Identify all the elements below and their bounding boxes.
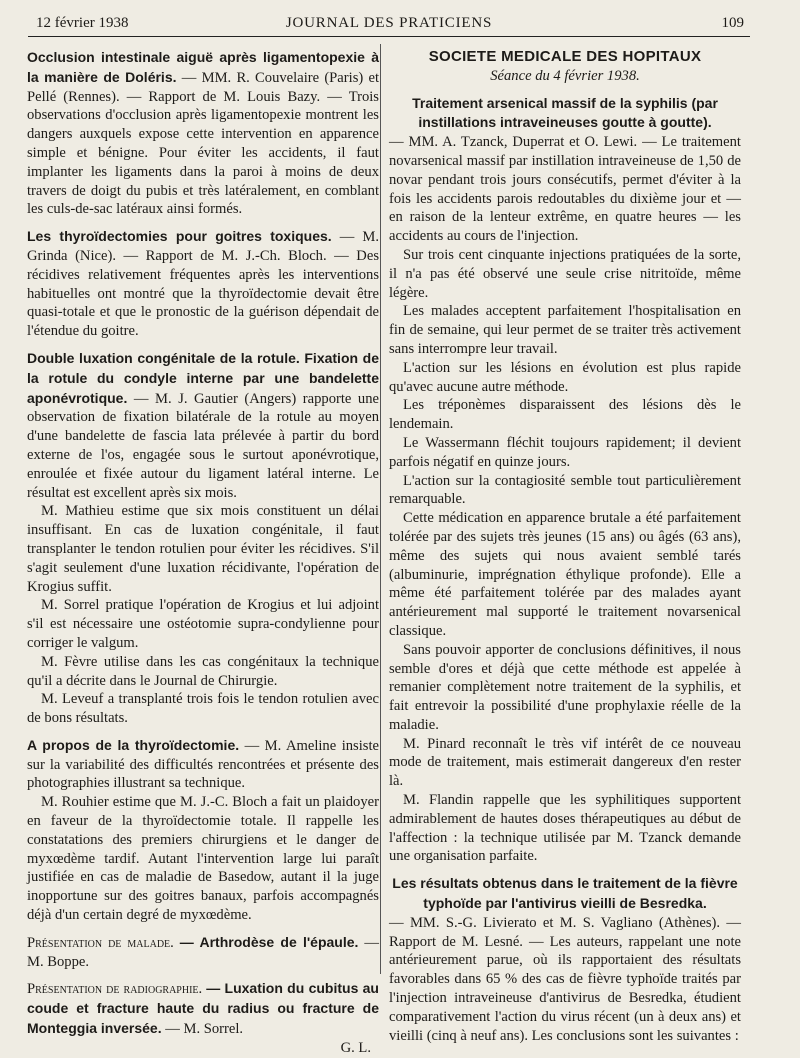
article-text: — Le traitement novarsenical massif par instillation intraveineuse de 1,50 de novar pendant trois jours consécutifs, permet d'éviter à la fois les accidents parois redoutables du dixième jour et — en raison de la lenteur extrême, en quatre heures — les accidents au cours de l'injection. bbox=[389, 134, 741, 245]
article-title: A propos de la thyroïdectomie. bbox=[27, 736, 240, 753]
body-paragraph: Le Wassermann fléchit toujours rapidement; il devient parfois négatif en quinze jours. bbox=[389, 434, 741, 470]
signature: G. L. bbox=[340, 1039, 371, 1056]
discussion-paragraph: M. Sorrel pratique l'opération de Krogius et lui adjoint s'il est nécessaire une ostéotomie supra-condylienne pour corriger le valgum. bbox=[27, 597, 379, 651]
article-text: rapporte une observation de fixation bilatérale de la rotule au moyen d'une bandelette de fascia lata prélevée à partir du bord externe de l'os, engagée sous le surtout aponévrotique, enroulée et fixée autour du ligament latéral interne. Le résultat est excellent après six mois. bbox=[27, 390, 380, 501]
discussion-paragraph: M. Leveuf a transplanté trois fois le tendon rotulien avec de bons résultats. bbox=[27, 691, 379, 727]
article-thyroidectomie bbox=[27, 736, 379, 925]
discussion-paragraph: M. Fèvre utilise dans les cas congénitaux la technique qu'il a décrite dans le Journal de Chirurgie. bbox=[27, 653, 379, 689]
article-title: Occlusion intestinale aiguë après ligamentopexie à la manière de Doléris. bbox=[27, 49, 379, 85]
discussion-paragraph: M. Pinard reconnaît le très vif intérêt de ce nouveau mode de traitement, mais estimerait dangereux d'en rester là. bbox=[389, 735, 741, 790]
session-date: Séance du 4 février 1938. bbox=[490, 67, 640, 84]
article-text: insiste sur la variabilité des difficultés rencontrées et présente des photographies illustrant sa technique. bbox=[27, 737, 379, 792]
article-authors: — M. J. Gautier (Angers) bbox=[133, 390, 297, 407]
article-title: — Luxation du cubitus au coude et fracture haute du radius ou fracture de Monteggia inversée. bbox=[27, 980, 379, 1037]
article-title: — Arthrodèse de l'épaule. bbox=[179, 933, 359, 950]
article-authors: — M. Grinda (Nice). — Rapport de M. J.-Ch. Bloch. — bbox=[27, 229, 380, 264]
article-title: Traitement arsenical massif de la syphilis (par instillations intraveineuses goutte à goutte). bbox=[412, 94, 718, 131]
body-paragraph: L'action sur les lésions en évolution est plus rapide qu'avec aucune autre méthode. bbox=[389, 359, 741, 395]
discussion-paragraph: M. Rouhier estime que M. J.-C. Bloch a fait un plaidoyer en faveur de la thyroïdectomie totale. Il rappelle les constatations des premiers chirurgiens et le danger de myxœdème tardif. Autant l'intervention large lui paraît justifiée en cas de maladie de Basedow, autant il la juge inopportune sur des goitres banaux, parfois accompagnés déjà d'un certain degré de myxœdème. bbox=[27, 794, 379, 924]
article-text: — Les auteurs, rappelant une note antérieurement parue, où ils rapportaient des résultats favorables dans 65 % des cas de fièvre typhoïde traités par l'injection intraveineuse d'antivirus de Besredka, étudient comparativement l'action du virus récent (un à deux ans) et vieilli (cinq à neuf ans). Les conclusions sont les suivantes : bbox=[389, 933, 742, 1044]
presentation-label: Présentation de radiographie. bbox=[27, 981, 203, 998]
article-title: Les résultats obtenus dans le traitement de la fièvre typhoïde par l'antivirus vieilli de Besredka. bbox=[392, 875, 738, 912]
body-paragraph: Sur trois cent cinquante injections pratiquées de la sorte, il n'a pas été observé une seule crise nitritoïde, même légère. bbox=[389, 246, 741, 301]
article-authors: — M. Ameline bbox=[244, 737, 337, 754]
discussion-paragraph: M. Flandin rappelle que les syphilitiques supportent admirablement de hautes doses thérapeutiques au début de l'affection : la technique utilisée par M. Tzanck demande une organisation parfaite. bbox=[389, 792, 741, 865]
body-paragraph: Les tréponèmes disparaissent des lésions dès le lendemain. bbox=[389, 397, 741, 433]
left-column bbox=[27, 48, 379, 1058]
page-number: 109 bbox=[721, 15, 744, 31]
article-arthrodese bbox=[27, 933, 379, 972]
article-authors: — M. Boppe. bbox=[27, 934, 379, 970]
article-occlusion bbox=[27, 48, 379, 219]
discussion-paragraph: M. Mathieu estime que six mois constituent un délai insuffisant. En cas de luxation congénitale, il faut transplanter le tendon rotulien pour éviter les récidives. S'il s'agit seulement d'une luxation récidivante, l'opération de Krogius suffit. bbox=[27, 503, 379, 595]
society-heading bbox=[389, 48, 741, 86]
article-monteggia bbox=[27, 979, 379, 1057]
body-paragraph: L'action sur la contagiosité semble tout particulièrement remarquable. bbox=[389, 472, 741, 508]
article-syphilis bbox=[389, 94, 741, 867]
running-header bbox=[28, 12, 750, 37]
article-authors: — MM. R. Couvelaire (Paris) et Pellé (Rennes). — Rapport de M. Louis Bazy. bbox=[27, 69, 380, 105]
article-luxation-rotule bbox=[27, 349, 379, 728]
article-title: Les thyroïdectomies pour goitres toxiques. bbox=[27, 228, 332, 245]
journal-title: JOURNAL DES PRATICIENS bbox=[285, 15, 493, 31]
article-typhoide bbox=[389, 874, 741, 1045]
body-paragraph: Cette médication en apparence brutale a été parfaitement tolérée par des sujets très jeunes (15 ans) ou âgés (63 ans), même des sujets qui nous avaient semblé tarés (albuminurie, imprégnation éthylique profonde). Elle a même été parfaitement tolérée par des malades ayant antérieurement mal supporté le traitement novarsenical classique. bbox=[389, 510, 741, 639]
article-text: Des récidives relativement fréquentes après les interventions habituelles ont montré que la thyroïdectomie devait être quasi-totale et que le pronostic de la guérison dépendait de l'étendue du goitre. bbox=[27, 247, 379, 340]
right-column bbox=[389, 48, 741, 1045]
article-thyroidectomies bbox=[27, 227, 379, 341]
body-paragraph: Sans pouvoir apporter de conclusions définitives, il nous semble d'ores et déjà que cette méthode est appelée à remanier complètement notre traitement de la syphilis, et fait entrevoir la possibilité d'une prophylaxie réelle de la maladie. bbox=[389, 641, 741, 733]
issue-date: 12 février 1938 bbox=[36, 15, 129, 31]
presentation-label: Présentation de malade. bbox=[27, 934, 174, 951]
society-title: SOCIETE MEDICALE DES HOPITAUX bbox=[428, 48, 702, 65]
article-authors: — MM. S.-G. Livierato et M. S. Vagliano (Athènes). — Rapport de M. Lesné. bbox=[389, 914, 741, 950]
article-authors: — M. Sorrel. bbox=[165, 1021, 244, 1038]
body-paragraph: Les malades acceptent parfaitement l'hospitalisation en fin de semaine, qui leur permet de se traiter très activement sans interrompre leur travail. bbox=[389, 303, 741, 357]
article-title: Double luxation congénitale de la rotule. Fixation de la rotule du condyle interne par une bandelette aponévrotique. bbox=[27, 349, 379, 406]
column-divider bbox=[380, 44, 381, 974]
article-text: — Trois observations d'occlusion après ligamentopexie montrent les dangers auxquels expose cette intervention en apparence simple et bénigne. Pour éviter les accidents, il faut implanter les ligaments dans la paroi à moins de deux travers de doigt du pubis et très latéralement, en comblant les culs-de-sac latéraux ainsi formés. bbox=[27, 88, 379, 218]
article-authors: — MM. A. Tzanck, Duperrat et O. Lewi. bbox=[389, 134, 638, 151]
